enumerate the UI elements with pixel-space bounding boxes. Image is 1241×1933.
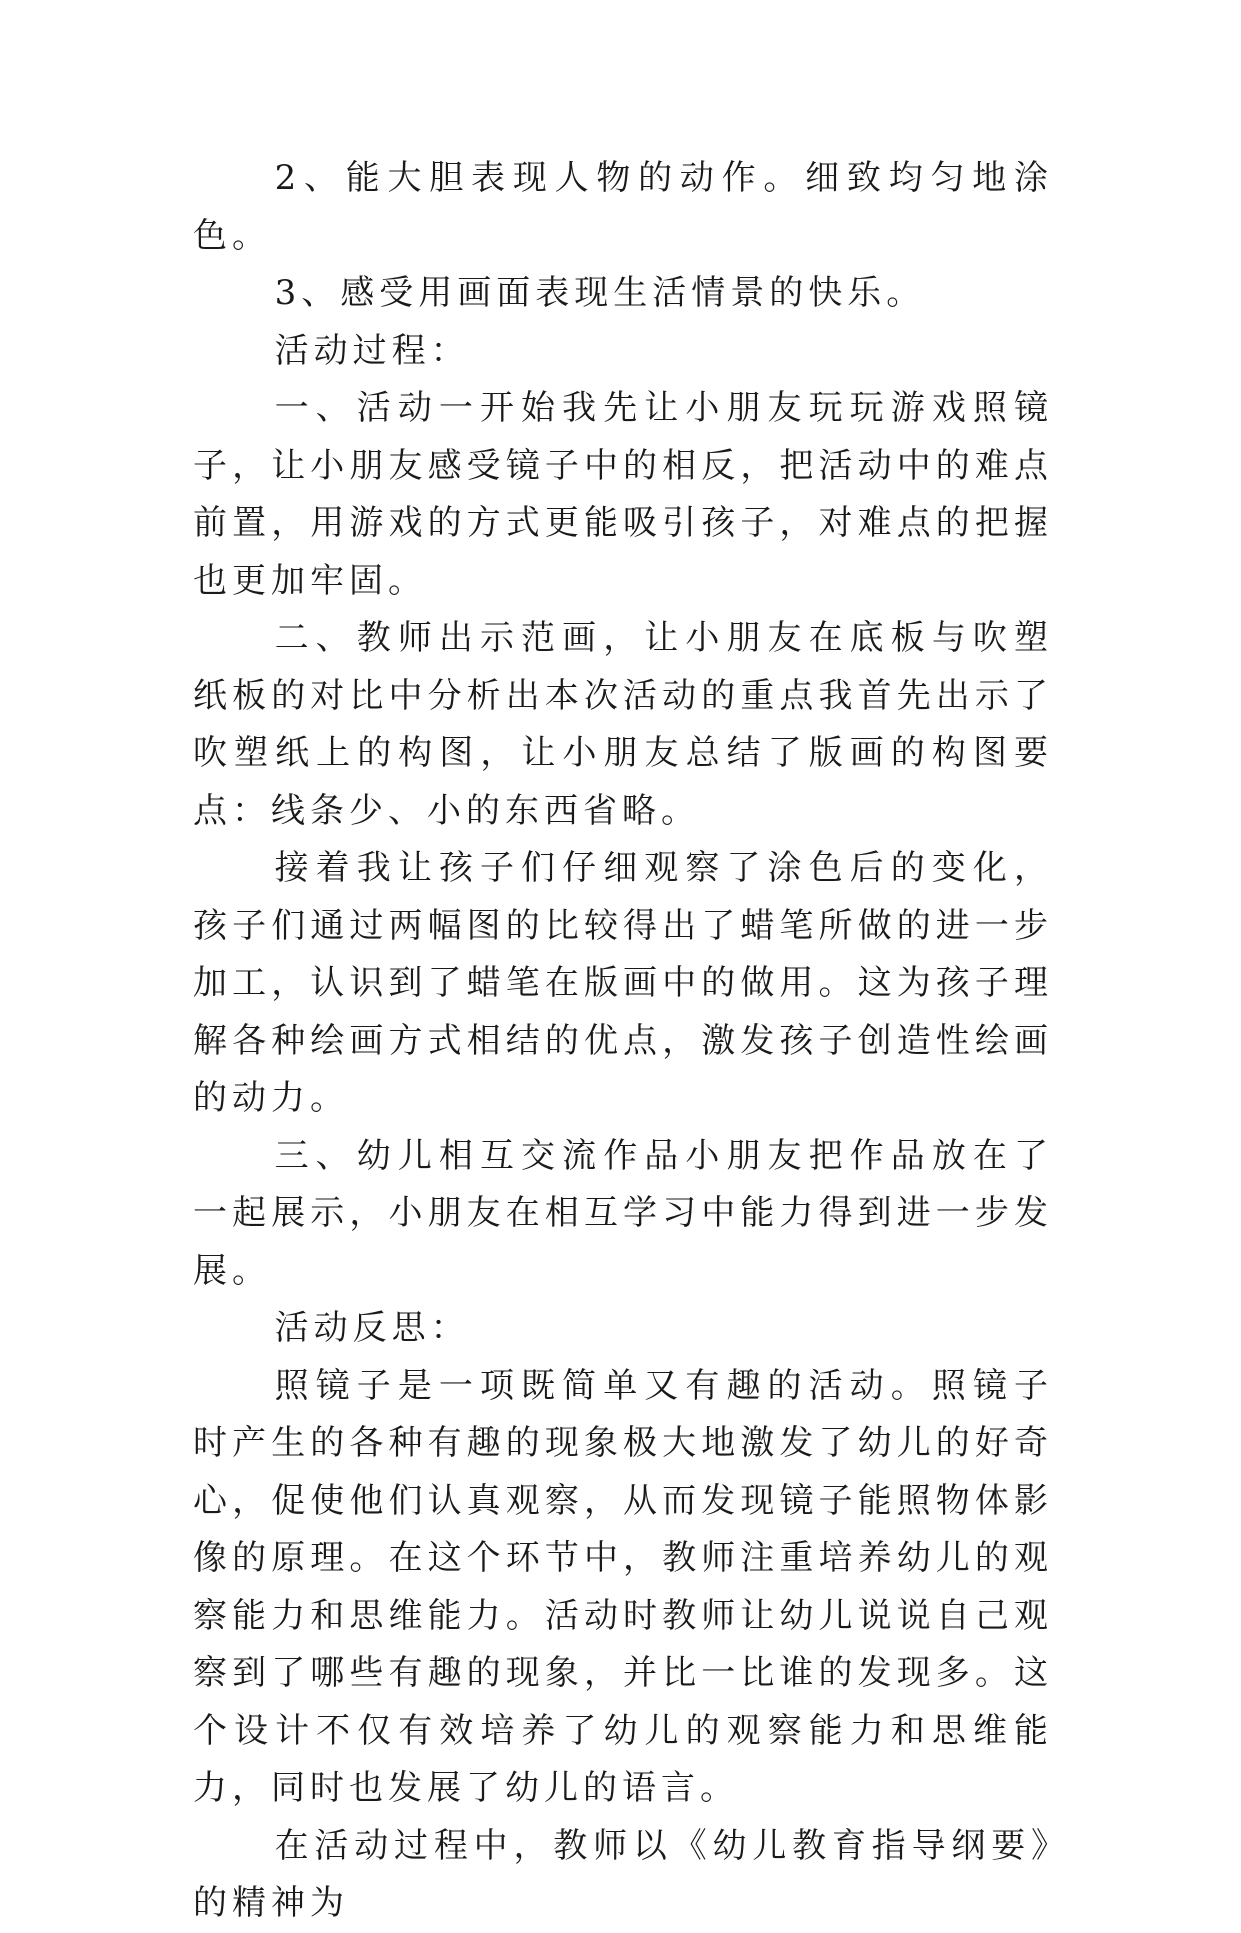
paragraph-reflection-1: 照镜子是一项既简单又有趣的活动。照镜子时产生的各种有趣的现象极大地激发了幼儿的好奇心，促使他们认真观察，从而发现镜子能照物体影像的原理。在这个环节中，教师注重培养幼儿的观察能力和思维能力。活动时教师让幼儿说说自己观察到了哪些有趣的现象，并比一比谁的发现多。这个设计不仅有效培养了幼儿的观察能力和思维能力，同时也发展了幼儿的语言。 — [193, 1365, 1053, 1808]
paragraph-step-1: 一、活动一开始我先让小朋友玩玩游戏照镜子，让小朋友感受镜子中的相反，把活动中的难点前置，用游戏的方式更能吸引孩子，对难点的把握也更加牢固。 — [193, 388, 1053, 601]
paragraph-goal-3: 3、感受用画面表现生活情景的快乐。 — [274, 273, 926, 313]
paragraph-step-2: 二、教师出示范画，让小朋友在底板与吹塑纸板的对比中分析出本次活动的重点我首先出示了吹塑纸上的构图，让小朋友总结了版画的构图要点：线条少、小的东西省略。 — [193, 618, 1053, 831]
document-body — [193, 150, 1053, 1933]
paragraph-goal-2: 2、能大胆表现人物的动作。细致均匀地涂色。 — [193, 158, 1053, 256]
paragraph-step-2-continued: 接着我让孩子们仔细观察了涂色后的变化，孩子们通过两幅图的比较得出了蜡笔所做的进一步加工，认识到了蜡笔在版画中的做用。这为孩子理解各种绘画方式相结的优点，激发孩子创造性绘画的动力。 — [193, 848, 1053, 1118]
paragraph-reflection-2: 在活动过程中，教师以《幼儿教育指导纲要》的精神为 — [193, 1825, 1053, 1923]
heading-activity-process: 活动过程： — [274, 330, 470, 371]
paragraph-step-3: 三、幼儿相互交流作品小朋友把作品放在了一起展示，小朋友在相互学习中能力得到进一步发展。 — [193, 1135, 1053, 1291]
heading-activity-reflection: 活动反思： — [274, 1308, 470, 1348]
